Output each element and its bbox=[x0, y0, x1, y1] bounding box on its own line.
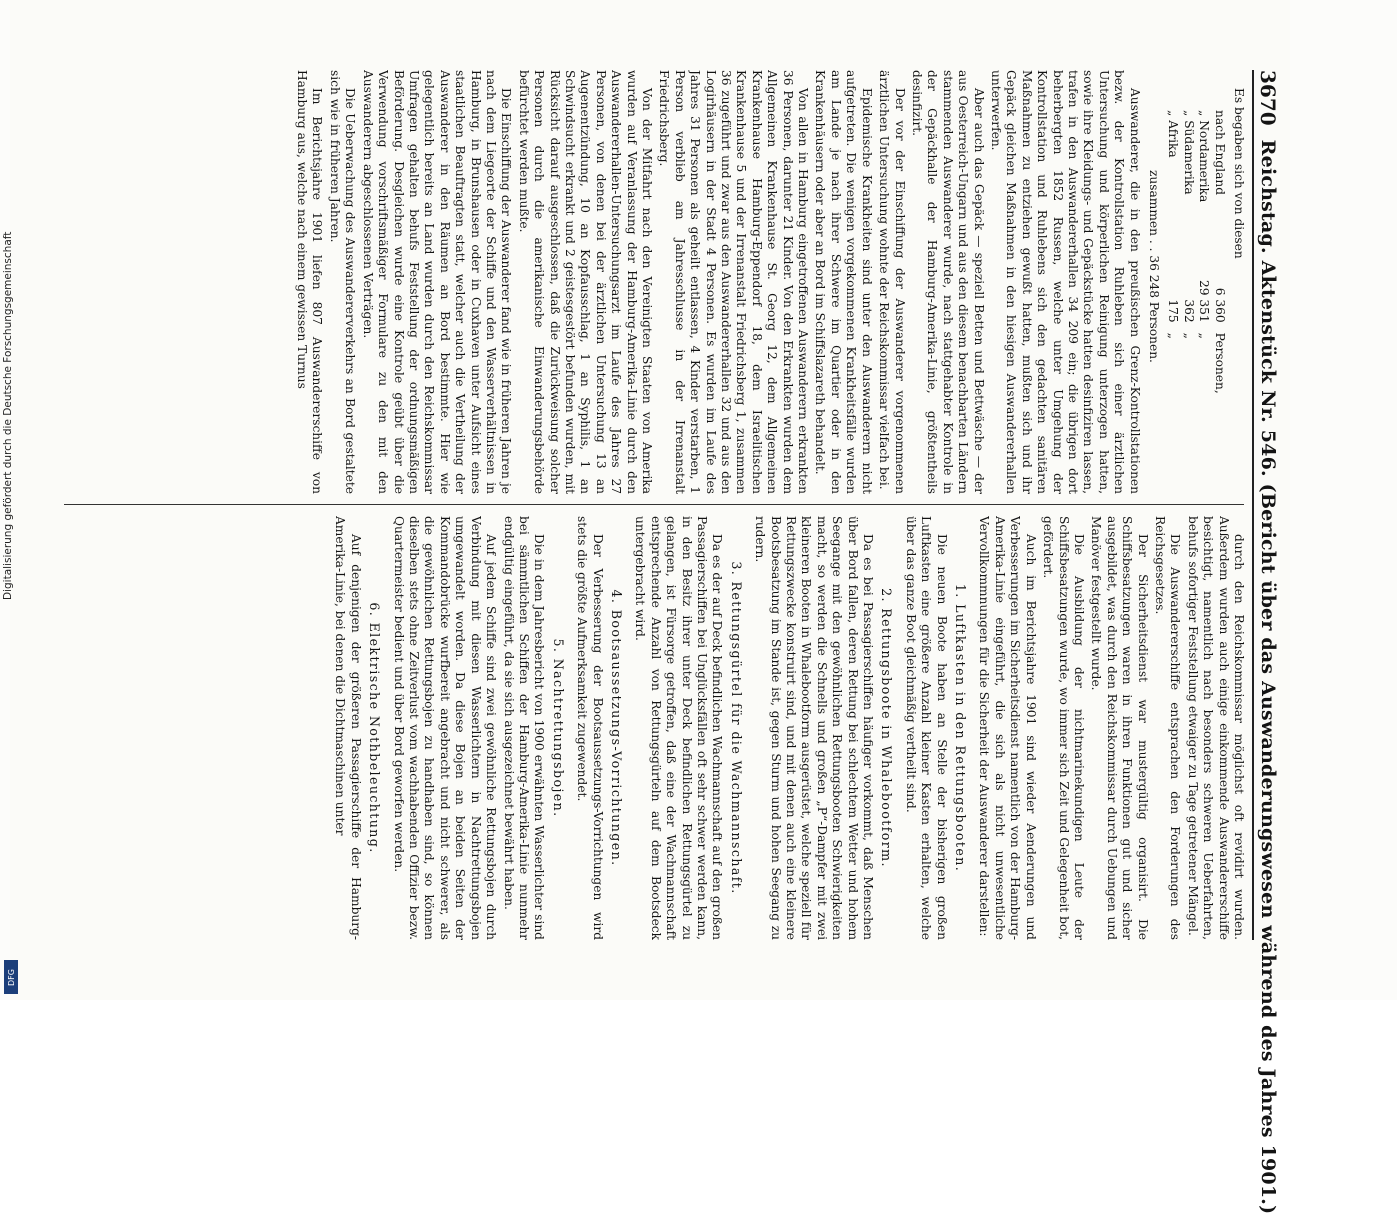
section-heading: 6. Elektrische Nothbeleuchtung. bbox=[367, 602, 383, 854]
paragraph: Da es bei Passagierschiffen häufiger vorkommt, daß Menschen über Bord fallen, deren Rettung bei schlechtem Wetter und hohem Seegange mit den gewöhnlichen Rettungsbooten Schwierigkeiten macht, so werden die Schnells und großen „P“-Dampfer mit zwei kleineren Booten in Whalebootform ausgerüstet, welche speziell für Rettungszwecke konstruirt sind, und mit denen auch eine kleinere Bootsbesatzung im Stande ist, gegen Sturm und hohen Seegang zu rudern. bbox=[753, 516, 876, 940]
paragraph: Auch im Berichtsjahre 1901 sind wieder Aenderungen und Verbesserungen im Sicherheitsdienst namentlich von der Hamburg-Amerika-Linie eingeführt, die sich als nicht unwesentliche Vervollkommnungen für die Sicherheit der Auswanderer darstellen: bbox=[977, 516, 1038, 940]
paragraph: Die Einschiffung der Auswanderer fand wie in früheren Jahren je nach dem Liegeorte der Schiffe und den Wasserverhältnissen in Hamburg, in Brunshausen oder in Cuxhaven unter Aufsicht eines staatlichen Beauftragten statt, welcher auch die Vertheilung der Auswanderer in den Räumen an Bord bestimmte. Hier wie gelegentlich bereits an Land wurden durch den Reichskommissar Umfragen gehalten behufs Feststellung der ordnungsmäßigen Beförderung. Desgleichen wurde eine Kontrole geübt über die Verwendung vorschriftsmäßiger Formulare zu den mit den Auswanderern abgeschlossenen Verträgen. bbox=[360, 70, 514, 494]
destination-unit: „ bbox=[1166, 332, 1181, 339]
paragraph: Auf jedem Schiffe sind zwei gewöhnliche Rettungsbojen durch Verbindung mit diesen Wasserlichtern in Nachtrettungsbojen umgewandelt worden. Da diese Bojen an beiden Seiten der Kommandobrücke wurfbereit angebracht und nicht schwerer, als die gewöhnlichen Rettungsbojen zu handhaben sind, so können dieselben stets ohne Zeitverlust vom wachhabenden Offizier bezw. Quartermeister bedient und über Bord geworfen werden. bbox=[391, 516, 499, 940]
table-row bbox=[1196, 110, 1211, 410]
table-row bbox=[1211, 110, 1226, 410]
left-column bbox=[56, 70, 1246, 494]
paragraph: Da es der auf Deck befindlichen Wachmannschaft auf den großen Passagierschiffen bei Unglücksfällen oft sehr schwer werden kann, in den Besitz ihrer unter Deck befindlichen Rettungsgürtel zu gelangen, ist Fürsorge getroffen, daß eine der Wachmannschaft entsprechende Anzahl von Rettungsgürteln auf dem Bootsdeck untergebracht wird. bbox=[633, 516, 725, 940]
destination-label: „ Nordamerika bbox=[1197, 110, 1212, 203]
paragraph: Im Berichtsjahre 1901 liefen 807 Auswandererschiffe von Hamburg aus, welche nach einem gewissen Turnus bbox=[295, 70, 325, 494]
destination-unit: „ bbox=[1197, 332, 1212, 339]
section-heading: 3. Rettungsgürtel für die Wachmannschaft. bbox=[728, 561, 744, 895]
section-heading: 4. Bootsaussetzungs-Vorrichtungen. bbox=[608, 589, 624, 867]
destination-total: zusammen . . 36 248 Personen. bbox=[1147, 170, 1162, 363]
paragraph: Auswanderer, die in den preußischen Grenz-Kontrollstationen bezw. der Kontrollstation Ruhleben sich einer ärztlichen Untersuchung und körperlichen Reinigung unterzogen hatten, sowie ihre Kleidungs- und Gepäckstücke hatten desinfiziren lassen, trafen in den Auswandererhallen 34 209 ein; die übrigen dort beherbergten 1852 Russen, welche unter Umgehung der Kontrollstation und Ruhlebens sich den gedachten sanitären Maßnahmen zu entziehen gewußt hatten, mußten sich und ihr Gepäck gleichen Maßnahmen in den hiesigen Auswandererhallen unterwerfen. bbox=[988, 70, 1142, 494]
paragraph: Der vor der Einschiffung der Auswanderer vorgenommenen ärztlichen Untersuchung wohnte der Reichskommissar vielfach bei. bbox=[877, 70, 907, 494]
page-header bbox=[1252, 70, 1282, 1214]
paragraph: Auf denjenigen der größeren Passagierschiffe der Hamburg-Amerika-Linie, bei denen die Dichtmaschinen unter bbox=[333, 516, 363, 940]
paragraph: Die neuen Boote haben an Stelle der bisherigen großen Luftkasten eine größere Anzahl kleiner Kasten erhalten, welche über das ganze Boot gleichmäßig vertheilt sind. bbox=[903, 516, 949, 940]
section-heading: 1. Luftkasten in den Rettungsbooten. bbox=[953, 583, 969, 873]
paragraph: Von allen in Hamburg eingetroffenen Auswanderern erkrankten 36 Personen, darunter 21 Kinder. Von den Erkrankten wurden dem Allgemeinen Krankenhause St. Georg 12, dem Allgemeinen Krankenhause Hamburg-Eppendorf 18, dem Israelitischen Krankenhause 5 und der Irrenanstalt Friedrichsberg 1, zusammen 36 zugeführt und zwar aus den Auswandererhallen 32 und aus den Logirhäusern in der Stadt 4 Personen. Es wurden im Laufe des Jahres 31 Personen als geheilt entlassen, 4 Kinder verstarben, 1 Person verblieb am Jahresschlusse in der Irrenanstalt Friedrichsberg. bbox=[657, 70, 811, 494]
destination-label: „ Südamerika bbox=[1181, 110, 1196, 195]
destination-count: 362 bbox=[1181, 299, 1196, 323]
dfg-logo bbox=[4, 960, 18, 994]
table-row bbox=[1180, 110, 1195, 410]
paragraph: Die Ueberwachung des Auswandererverkehrs an Bord gestaltete sich wie in früheren Jahren. bbox=[327, 70, 358, 494]
paragraph: Der Verbesserung der Bootsaussetzungs-Vorrichtungen wird stets die größte Aufmerksamkeit zugewendet. bbox=[575, 516, 605, 940]
page-title: Reichstag. Aktenstück Nr. 546. (Bericht über das Auswanderungswesen während des Jahres 1901.) bbox=[1257, 139, 1279, 1214]
destination-count: 29 351 bbox=[1197, 280, 1212, 323]
destination-label: „ Afrika bbox=[1166, 110, 1181, 158]
paragraph: Die Auswandererschiffe entsprachen den Forderungen des Reichsgesetzes. bbox=[1152, 516, 1183, 940]
page-number: 3670 bbox=[1256, 70, 1280, 126]
paragraph: Aber auch das Gepäck — speziell Betten und Bettwäsche — der aus Oesterreich-Ungarn und aus den diesem benachbarten Ländern stammenden Auswanderer wurde, nach stattgehabter Kontrole in der Gepäckhalle der Hamburg-Amerika-Linie, größtentheils desinfizirt. bbox=[909, 70, 986, 494]
section-heading: 2. Rettungsboote in Whalebootform. bbox=[879, 588, 895, 868]
paragraph: Der Sicherheitsdienst war mustergültig organisirt. Die Schiffsbesatzungen waren in ihren Funktionen gut und sicher ausgebildet, was durch den Reichskommissar durch Uebungen und Manöver festgestellt wurde. bbox=[1089, 516, 1150, 940]
rotated-document-page bbox=[10, 0, 1290, 1214]
paragraph: durch den Reichskommissar möglichst oft revidirt wurden. Außerdem wurden auch einige einkommende Auswandererschiffe besichtigt, namentlich nach besonders schweren Ueberfahrten, behufs sofortiger Feststellung etwaiger zu Tage getretener Mängel. bbox=[1185, 516, 1246, 940]
destination-count: 175 bbox=[1166, 299, 1181, 323]
right-column bbox=[56, 516, 1246, 940]
destination-unit: Personen, bbox=[1212, 332, 1227, 394]
dfg-logo-text: DFG bbox=[6, 968, 16, 986]
section-heading: 5. Nachtrettungsbojen. bbox=[550, 638, 566, 818]
destination-unit: „ bbox=[1181, 332, 1196, 339]
destination-count: 6 360 bbox=[1212, 287, 1227, 323]
column-divider bbox=[64, 504, 1244, 505]
paragraph: Es begaben sich von diesen bbox=[1232, 88, 1246, 259]
destination-table bbox=[1146, 110, 1227, 494]
paragraph: Epidemische Krankheiten sind unter den Auswanderern nicht aufgetreten. Die wenigen vorgekommenen Krankheitsfälle wurden am Lande je nach ihrer Schwere im Quartier oder in den Krankenhäusern oder aber an Bord im Schiffslazareth behandelt. bbox=[813, 70, 874, 494]
paragraph: Die in dem Jahresbericht von 1900 erwähnten Wasserlichter sind bei sämmtlichen Schiffen der Hamburg-Amerika-Linie nunmehr endgültig eingeführt, da sie sich ausgezeichnet bewährt haben. bbox=[501, 516, 547, 940]
destination-label: nach England bbox=[1212, 110, 1227, 196]
table-row bbox=[1165, 110, 1180, 410]
paragraph: Von der Mitfahrt nach den Vereinigten Staaten von Amerika wurden auf Veranlassung der Hamburg-Amerika-Linie durch den Auswandererhallen-Untersuchungsarzt im Laufe des Jahres 27 Personen, von denen bei der ärztlichen Untersuchung 13 an Augenentzündung, 10 an Kopfausschlag, 1 an Syphilis, 1 an Schwindsucht erkrankt und 2 geistesgestört befunden wurden, mit Rücksicht darauf ausgeschlossen, daß die Zurückweisung solcher Personen durch die amerikanische Einwanderungsbehörde befürchtet werden mußte. bbox=[516, 70, 655, 494]
digitization-note: Digitalisierung gefördert durch die Deutsche Forschungsgemeinschaft bbox=[2, 231, 14, 600]
paragraph: Die Ausbildung der nichtmarinekundigen Leute der Schiffsbesatzungen wurde, wo immer sich Zeit und Gelegenheit bot, gefördert. bbox=[1041, 516, 1086, 940]
